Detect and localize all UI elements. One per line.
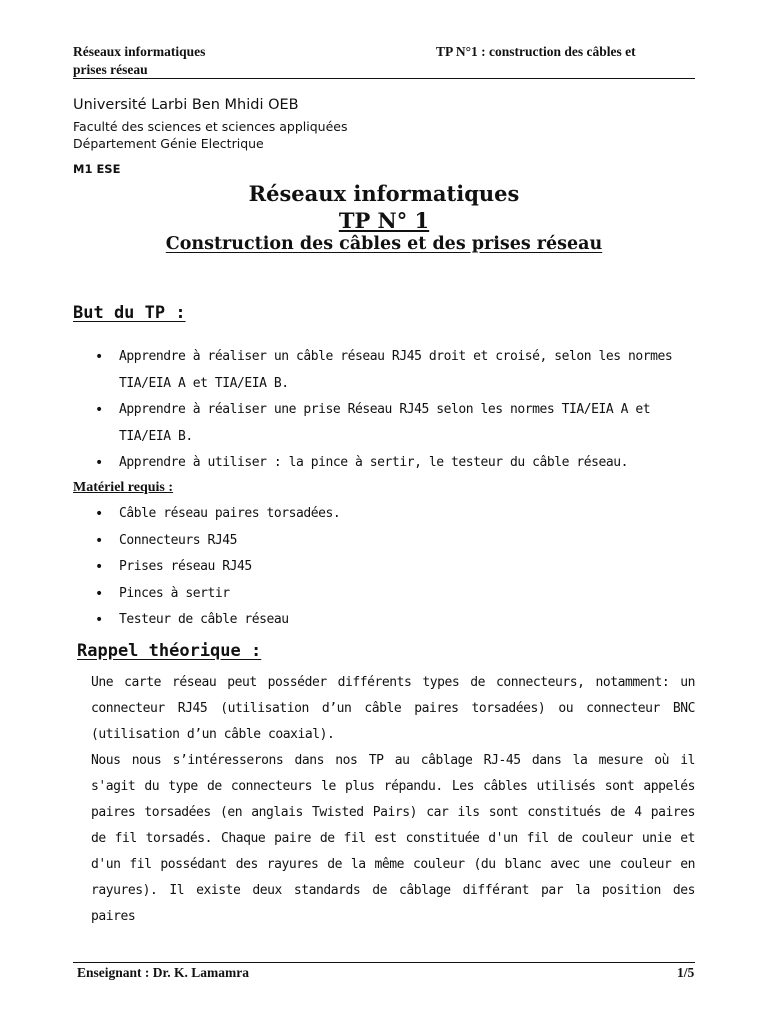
materiel-list <box>95 501 705 634</box>
header-course-line2: prises réseau <box>73 62 148 77</box>
list-item: • Prises réseau RJ45 <box>95 554 705 581</box>
header-rule <box>73 78 695 79</box>
but-heading: But du TP : <box>73 303 186 323</box>
rappel-body <box>91 670 695 930</box>
list-item: • Câble réseau paires torsadées. <box>95 501 705 528</box>
list-item: • Apprendre à réaliser un câble réseau RJ45 droit et croisé, selon les normes TIA/EIA A et TIA/EIA B. <box>95 344 705 397</box>
footer-teacher: Enseignant : Dr. K. Lamamra <box>77 965 250 980</box>
rappel-paragraph-2: Nous nous s’intéresserons dans nos TP au câblage RJ-45 dans la mesure où il s'agit du type de connecteurs le plus répandu. Les câbles utilisés sont appelés paires torsadées (en anglais Twisted Pairs) car ils sont constitués de 4 paires de fil torsadés. Chaque paire de fil est constituée d'un fil de couleur unie et d'un fil possédant des rayures de la même couleur (du blanc avec une couleur en rayures). Il existe deux standards de câblage différant par la position des paires <box>91 753 695 924</box>
faculty-name: Faculté des sciences et sciences appliquées <box>73 119 348 134</box>
list-item: • Testeur de câble réseau <box>95 607 705 634</box>
but-list <box>95 344 705 477</box>
tp-number <box>0 208 768 233</box>
list-item: • Connecteurs RJ45 <box>95 528 705 555</box>
list-item: • Pinces à sertir <box>95 581 705 608</box>
header-course-line1: Réseaux informatiques <box>73 44 206 59</box>
document-subtitle-text: Construction des câbles et des prises réseau <box>165 234 603 254</box>
tp-number-text: TP N° 1 <box>338 208 430 233</box>
list-item: • Apprendre à utiliser : la pince à sertir, le testeur du câble réseau. <box>95 450 705 477</box>
document-title: Réseaux informatiques <box>248 181 520 206</box>
rappel-paragraph-1: Une carte réseau peut posséder différents types de connecteurs, notamment: un connecteur RJ45 (utilisation d’un câble paires torsadées) ou connecteur BNC (utilisation d’un câble coaxial). <box>91 675 695 742</box>
header-tp-title: TP N°1 : construction des câbles et <box>436 44 636 59</box>
document-subtitle <box>0 234 768 254</box>
rappel-heading: Rappel théorique : <box>77 641 262 661</box>
level-label: M1 ESE <box>73 162 121 176</box>
footer-rule <box>73 962 695 963</box>
footer-page-number: 1/5 <box>677 965 695 980</box>
university-name: Université Larbi Ben Mhidi OEB <box>73 97 299 113</box>
materiel-heading: Matériel requis : <box>73 480 174 495</box>
list-item: • Apprendre à réaliser une prise Réseau RJ45 selon les normes TIA/EIA A et TIA/EIA B. <box>95 397 705 450</box>
department-name: Département Génie Electrique <box>73 136 264 151</box>
